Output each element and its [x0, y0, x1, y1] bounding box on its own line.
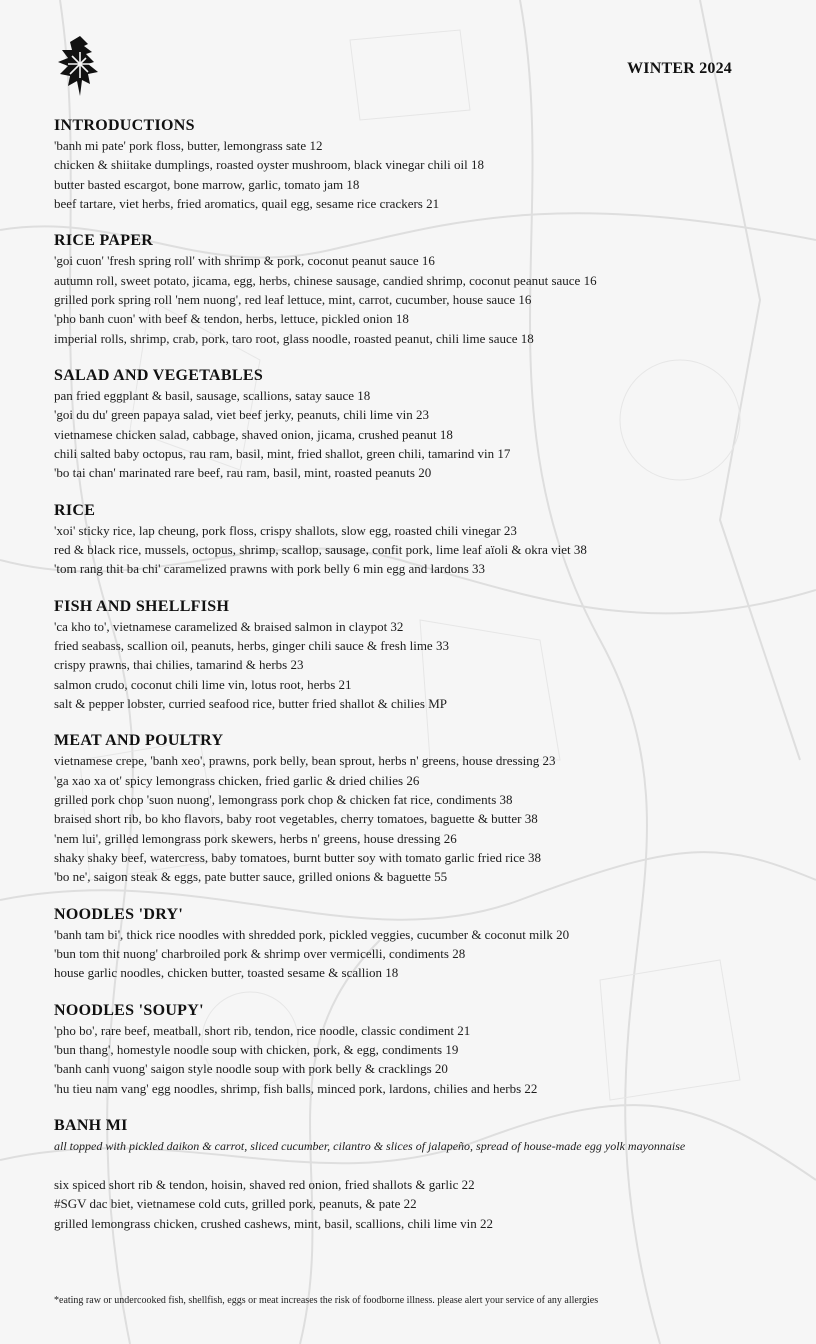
menu-item: 'bo tai chan' marinated rare beef, rau ram, basil, mint, roasted peanuts 20 — [54, 465, 432, 481]
section-title: MEAT AND POULTRY — [54, 732, 224, 750]
menu-item: 'tom rang thit ba chi' caramelized prawns with pork belly 6 min egg and lardons 33 — [54, 561, 486, 577]
menu-item: grilled pork spring roll 'nem nuong', red leaf lettuce, mint, carrot, cucumber, house sauce 16 — [54, 291, 532, 307]
menu-item-list — [54, 751, 794, 886]
section-noodles-dry — [54, 905, 794, 983]
section-rice — [54, 501, 794, 579]
section-title: INTRODUCTIONS — [54, 117, 195, 134]
menu-item-list — [54, 1175, 794, 1233]
menu-item: fried seabass, scallion oil, peanuts, herbs, ginger chili sauce & fresh lime 33 — [54, 638, 449, 654]
ornament-logo-icon — [48, 34, 112, 98]
menu-content — [54, 116, 794, 1251]
menu-item: grilled lemongrass chicken, crushed cashews, mint, basil, scallions, chili lime vin 22 — [54, 1215, 494, 1231]
menu-item: 'goi cuon' 'fresh spring roll' with shrimp & pork, coconut peanut sauce 16 — [54, 253, 435, 269]
menu-item: crispy prawns, thai chilies, tamarind & herbs 23 — [54, 657, 304, 673]
menu-item: vietnamese crepe, 'banh xeo', prawns, pork belly, bean sprout, herbs n' greens, house dressing 23 — [54, 753, 556, 769]
section-title: FISH AND SHELLFISH — [54, 597, 230, 615]
menu-item: vietnamese chicken salad, cabbage, shaved onion, jicama, crushed peanut 18 — [54, 426, 453, 442]
menu-item: imperial rolls, shrimp, crab, pork, taro root, glass noodle, roasted peanut, chili lime sauce 18 — [54, 330, 534, 346]
section-introductions — [54, 116, 794, 213]
section-title: SALAD AND VEGETABLES — [54, 367, 264, 385]
menu-item: 'banh tam bi', thick rice noodles with shredded pork, pickled veggies, cucumber & coconut milk 20 — [54, 926, 570, 942]
menu-item: 'banh canh vuong' saigon style noodle soup with pork belly & cracklings 20 — [54, 1061, 448, 1077]
menu-item-list — [54, 925, 794, 983]
menu-item-list — [54, 521, 794, 579]
season-label: WINTER 2024 — [627, 60, 732, 77]
section-banh-mi — [54, 1116, 794, 1233]
section-note: all topped with pickled daikon & carrot, sliced cucumber, cilantro & slices of jalapeño, spread of house-made egg yolk mayonnaise — [54, 1139, 686, 1154]
menu-item: 'ca kho to', vietnamese caramelized & braised salmon in claypot 32 — [54, 618, 404, 634]
menu-item: 'bun thang', homestyle noodle soup with chicken, pork, & egg, condiments 19 — [54, 1042, 459, 1058]
section-meat-and-poultry — [54, 731, 794, 886]
menu-item: 'bo ne', saigon steak & eggs, pate butter sauce, grilled onions & baguette 55 — [54, 869, 448, 885]
menu-item: 'goi du du' green papaya salad, viet beef jerky, peanuts, chili lime vin 23 — [54, 407, 429, 423]
allergy-footnote: *eating raw or undercooked fish, shellfish, eggs or meat increases the risk of foodborne illness. please alert your service of any allergies — [54, 1295, 599, 1306]
menu-item: 'bun tom thit nuong' charbroiled pork & shrimp over vermicelli, condiments 28 — [54, 946, 466, 962]
menu-item: 'xoi' sticky rice, lap cheung, pork floss, crispy shallots, slow egg, roasted chili vinegar 23 — [54, 522, 517, 538]
menu-item: house garlic noodles, chicken butter, toasted sesame & scallion 18 — [54, 965, 399, 981]
section-title: NOODLES 'DRY' — [54, 905, 184, 923]
menu-item: salmon crudo, coconut chili lime vin, lotus root, herbs 21 — [54, 676, 352, 692]
section-title: BANH MI — [54, 1117, 128, 1135]
menu-item: beef tartare, viet herbs, fried aromatics, quail egg, sesame rice crackers 21 — [54, 195, 440, 211]
section-title: RICE — [54, 501, 96, 519]
menu-item-list — [54, 617, 794, 713]
menu-item: autumn roll, sweet potato, jicama, egg, herbs, chinese sausage, candied shrimp, coconut peanut sauce 16 — [54, 272, 597, 288]
menu-item: salt & pepper lobster, curried seafood rice, butter fried shallot & chilies MP — [54, 695, 447, 711]
menu-item: chili salted baby octopus, rau ram, basil, mint, fried shallot, green chili, tamarind vin 17 — [54, 445, 511, 461]
menu-item: #SGV dac biet, vietnamese cold cuts, grilled pork, peanuts, & pate 22 — [54, 1196, 417, 1212]
menu-item: red & black rice, mussels, octopus, shrimp, scallop, sausage, confit pork, lime leaf aïoli & okra viet 38 — [54, 542, 587, 558]
menu-item: grilled pork chop 'suon nuong', lemongrass pork chop & chicken fat rice, condiments 38 — [54, 792, 513, 808]
section-fish-and-shellfish — [54, 597, 794, 713]
menu-item: 'nem lui', grilled lemongrass pork skewers, herbs n' greens, house dressing 26 — [54, 830, 457, 846]
section-salad-and-vegetables — [54, 366, 794, 482]
section-rice-paper — [54, 231, 794, 347]
menu-item: 'hu tieu nam vang' egg noodles, shrimp, fish balls, minced pork, lardons, chilies and herbs 22 — [54, 1080, 538, 1096]
menu-item: butter basted escargot, bone marrow, garlic, tomato jam 18 — [54, 176, 360, 192]
menu-item: pan fried eggplant & basil, sausage, scallions, satay sauce 18 — [54, 388, 371, 404]
section-noodles-soupy — [54, 1001, 794, 1098]
menu-item: 'ga xao xa ot' spicy lemongrass chicken, fried garlic & dried chilies 26 — [54, 772, 420, 788]
menu-item: chicken & shiitake dumplings, roasted oyster mushroom, black vinegar chili oil 18 — [54, 157, 484, 173]
menu-item-list — [54, 136, 794, 213]
section-title: NOODLES 'SOUPY' — [54, 1001, 204, 1019]
menu-item: braised short rib, bo kho flavors, baby root vegetables, cherry tomatoes, baguette & butter 38 — [54, 811, 538, 827]
menu-item-list — [54, 1021, 794, 1098]
menu-item: 'pho bo', rare beef, meatball, short rib, tendon, rice noodle, classic condiment 21 — [54, 1022, 471, 1038]
menu-item: six spiced short rib & tendon, hoisin, shaved red onion, fried shallots & garlic 22 — [54, 1177, 475, 1193]
menu-item: 'banh mi pate' pork floss, butter, lemongrass sate 12 — [54, 138, 323, 153]
menu-item-list — [54, 386, 794, 482]
menu-item: shaky shaky beef, watercress, baby tomatoes, burnt butter soy with tomato garlic fried rice 38 — [54, 849, 541, 865]
menu-item-list — [54, 251, 794, 347]
menu-item: 'pho banh cuon' with beef & tendon, herbs, lettuce, pickled onion 18 — [54, 311, 409, 327]
section-title: RICE PAPER — [54, 232, 154, 250]
